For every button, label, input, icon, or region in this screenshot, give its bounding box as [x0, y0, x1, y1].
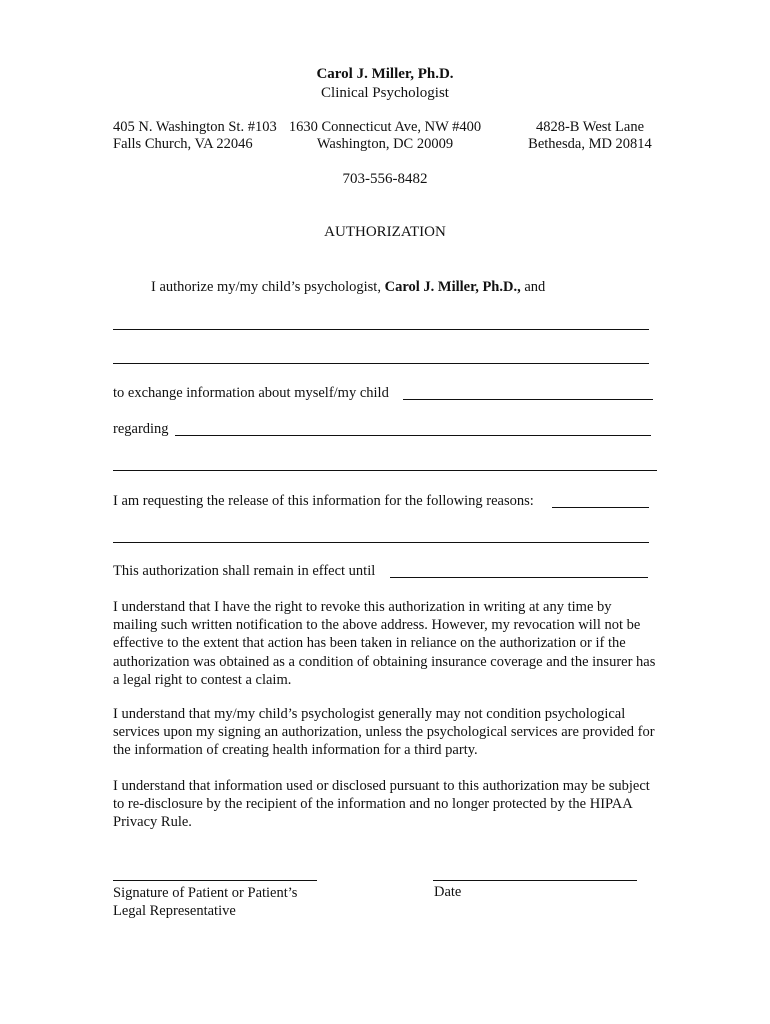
reasons-label: I am requesting the release of this information for the following reasons: [113, 493, 534, 509]
revocation-paragraph: I understand that I have the right to revoke this authorization in writing at any time by mailing such written notification to the above address. However, my revocation will not be effective to the extent that action has been taken in reliance on the authorization or if the authorization was obtained as a condition of obtaining insurance coverage and the insurer has a legal right to contest a claim. [113, 599, 656, 688]
office-street: 1630 Connecticut Ave, NW #400 [288, 119, 482, 135]
office-city: Bethesda, MD 20814 [528, 136, 652, 152]
regarding-line[interactable] [175, 435, 651, 436]
authorize-prefix: I authorize my/my child’s psychologist, [151, 279, 385, 295]
signature-label-1: Signature of Patient or Patient’s [113, 885, 298, 901]
effect-date-line[interactable] [390, 577, 648, 578]
reasons-line-2[interactable] [113, 542, 649, 543]
office-address-2 [285, 119, 485, 153]
form-heading: AUTHORIZATION [324, 224, 446, 240]
exchange-label: to exchange information about myself/my child [113, 385, 389, 401]
conditioning-paragraph: I understand that my/my child’s psychologist generally may not condition psychological services upon my signing an authorization, unless the psychological services are provided for the information of creating health information for a third party. [113, 706, 655, 759]
practitioner-title: Clinical Psychologist [321, 85, 449, 101]
office-address-1 [113, 119, 277, 153]
date-label: Date [434, 884, 462, 900]
office-city: Washington, DC 20009 [316, 136, 454, 152]
regarding-line-2[interactable] [113, 470, 657, 471]
authorize-statement [151, 279, 545, 296]
reasons-line[interactable] [552, 507, 649, 508]
redisclosure-paragraph: I understand that information used or disclosed pursuant to this authorization may be subject to re-disclosure by the recipient of the information and no longer protected by the HIPAA Privacy Rule. [113, 778, 650, 831]
office-city: Falls Church, VA 22046 [113, 136, 253, 152]
phone-number: 703-556-8482 [342, 171, 428, 187]
recipient-line-1[interactable] [113, 329, 649, 330]
practitioner-name: Carol J. Miller, Ph.D. [316, 66, 454, 82]
regarding-label: regarding [113, 421, 169, 437]
recipient-line-2[interactable] [113, 363, 649, 364]
office-address-3 [520, 119, 660, 153]
effect-label: This authorization shall remain in effect until [113, 563, 376, 579]
office-street: 4828-B West Lane [535, 119, 645, 135]
signature-block [113, 884, 297, 920]
signature-label-2: Legal Representative [113, 903, 236, 919]
office-street: 405 N. Washington St. #103 [113, 119, 277, 135]
date-line[interactable] [433, 880, 637, 881]
authorize-name: Carol J. Miller, Ph.D., [384, 279, 521, 295]
signature-line[interactable] [113, 880, 317, 881]
child-name-line[interactable] [403, 399, 653, 400]
authorize-suffix: and [520, 279, 546, 295]
